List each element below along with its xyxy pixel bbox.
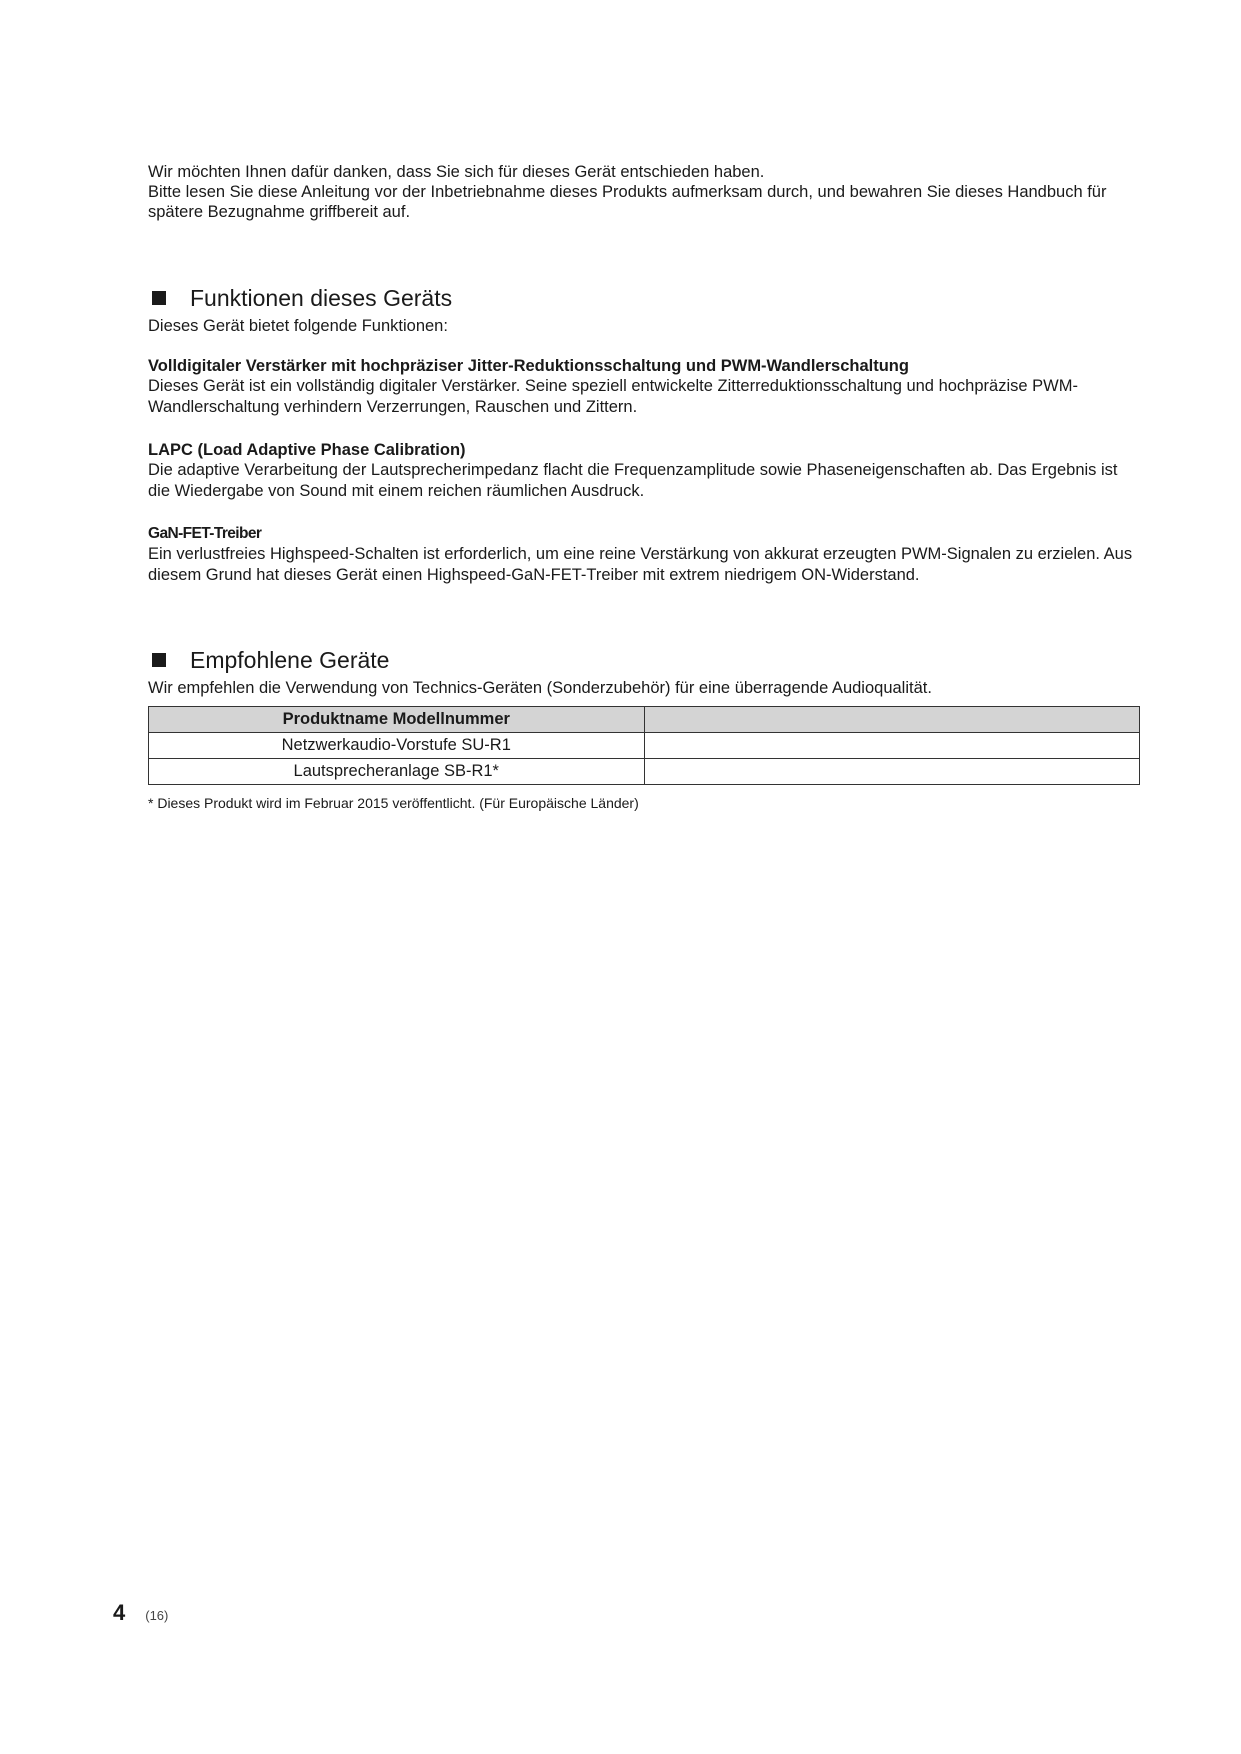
feature-title: Volldigitaler Verstärker mit hochpräziser Jitter-Reduktionsschaltung und PWM-Wandlerschaltung [148, 357, 909, 375]
recommended-heading [148, 646, 1138, 674]
feature-title: GaN-FET-Treiber [148, 525, 262, 542]
table-row [149, 733, 1140, 759]
page-content [148, 162, 1138, 812]
square-bullet-icon [152, 653, 166, 667]
table-header-cell: Produktname Modellnummer [149, 707, 645, 733]
table-cell [644, 733, 1140, 759]
feature-text: Die adaptive Verarbeitung der Lautsprecherimpedanz flacht die Frequenzamplitude sowie Phaseneigenschaften ab. Das Ergebnis ist die Wiedergabe von Sound mit einem reichen räumlichen Ausdruck. [148, 461, 1118, 500]
feature-item [148, 440, 1138, 502]
recommended-intro: Wir empfehlen die Verwendung von Technics-Geräten (Sonderzubehör) für eine überragende Audioqualität. [148, 679, 932, 697]
table-cell: Netzwerkaudio-Vorstufe SU-R1 [149, 733, 645, 759]
table-header-row [149, 707, 1140, 733]
features-intro: Dieses Gerät bietet folgende Funktionen: [148, 317, 448, 335]
intro-line-1: Wir möchten Ihnen dafür danken, dass Sie sich für dieses Gerät entschieden haben. [148, 163, 765, 181]
table-cell [644, 759, 1140, 785]
intro-line-2: Bitte lesen Sie diese Anleitung vor der Inbetriebnahme dieses Produkts aufmerksam durch, und bewahren Sie dieses Handbuch für spätere Bezugnahme griffbereit auf. [148, 183, 1107, 221]
recommended-heading-text: Empfohlene Geräte [190, 647, 390, 673]
table-row [149, 759, 1140, 785]
feature-item [148, 356, 1138, 418]
feature-text: Dieses Gerät ist ein vollständig digitaler Verstärker. Seine speziell entwickelte Zitterreduktionsschaltung und hochpräzise PWM-Wandlerschaltung verhindern Verzerrungen, Rauschen und Zittern. [148, 377, 1078, 416]
features-heading-text: Funktionen dieses Geräts [190, 285, 453, 311]
features-heading [148, 284, 1138, 312]
page-sub-number: (16) [145, 1608, 169, 1623]
footnote: * Dieses Produkt wird im Februar 2015 veröffentlicht. (Für Europäische Länder) [148, 795, 639, 811]
intro-text [148, 162, 1138, 222]
page-number: 4 [113, 1600, 126, 1625]
table-header-cell [644, 707, 1140, 733]
feature-item [148, 524, 1138, 586]
square-bullet-icon [152, 291, 166, 305]
page-footer [113, 1600, 168, 1626]
feature-title: LAPC (Load Adaptive Phase Calibration) [148, 441, 466, 459]
products-table [148, 706, 1140, 785]
features-list [148, 356, 1138, 586]
feature-text: Ein verlustfreies Highspeed-Schalten ist erforderlich, um eine reine Verstärkung von akkurat erzeugten PWM-Signalen zu erzielen. Aus diesem Grund hat dieses Gerät einen Highspeed-GaN-FET-Treiber mit extrem niedrigem ON-Widerstand. [148, 545, 1133, 584]
table-cell: Lautsprecheranlage SB-R1* [149, 759, 645, 785]
